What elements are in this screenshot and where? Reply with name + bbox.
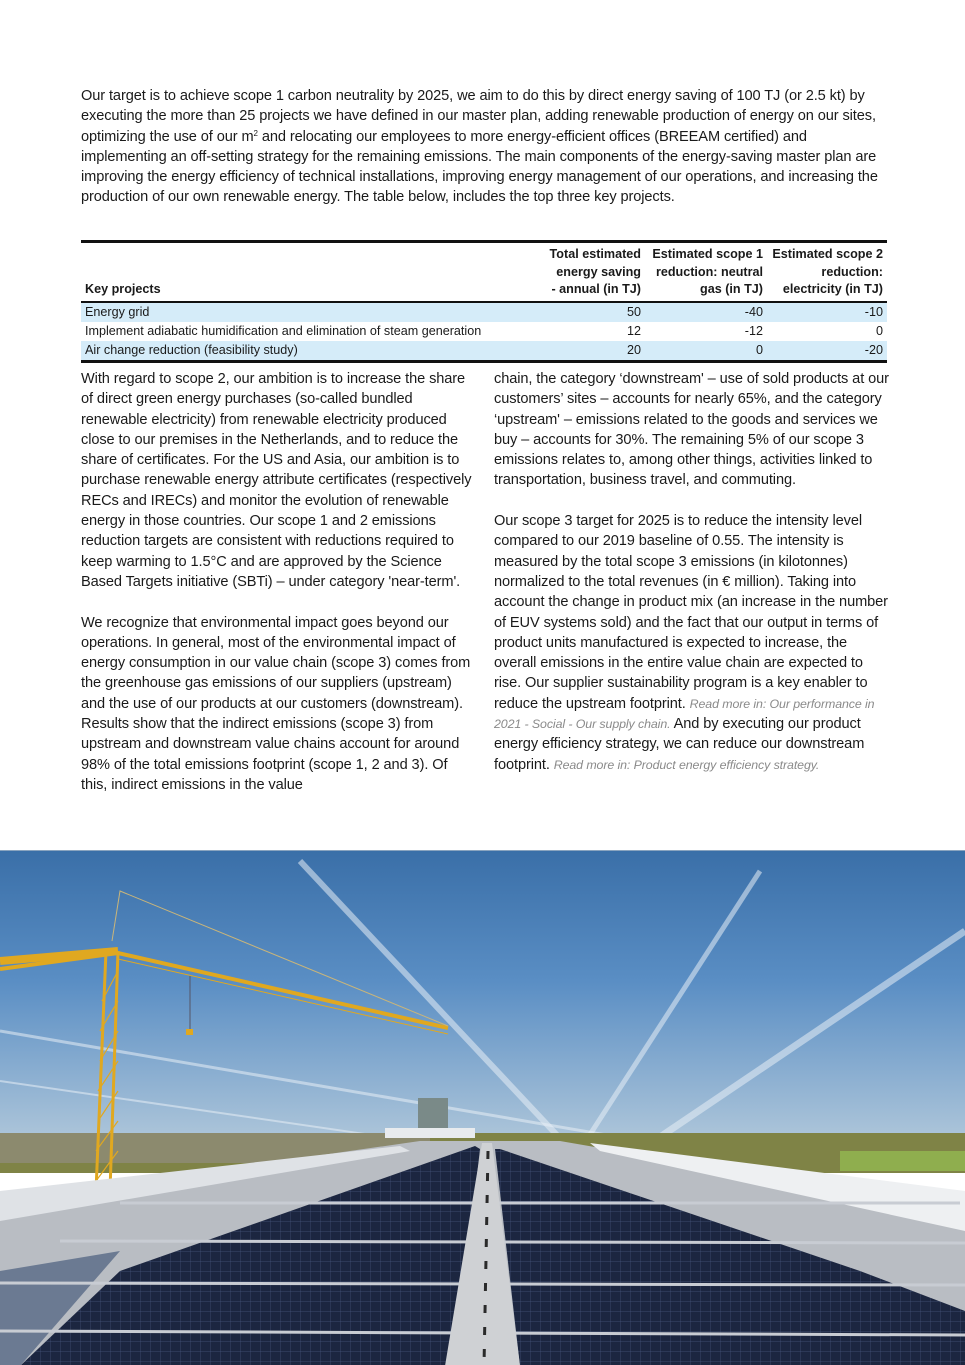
read-more-supply-chain-link[interactable]: Read more in: Our performance in 2021 - Social - Our supply chain. [494,696,875,732]
cell-scope1: 0 [645,341,767,362]
cell-saving: 12 [626,323,641,338]
value-chain-paragraph: chain, the category ‘downstream' – use of sold products at our customers’ sites – accounts for nearly 65%, and the category ‘upstream' – emissions related to the goods and services we buy – accounts for 30%. The remaining 5% of our scope 3 emissions relates to, among other things, activities linked to transportation, business travel, and commuting. [494,371,889,489]
intro-text: Our target is to achieve scope 1 carbon neutrality by 2025, we aim to do this by direct energy saving of 100 TJ (or 2.5 kt) by executing the more than 25 projects we have defined in our master plan, adding renewable production of energy on our sites, optimizing the use of our m [81,88,876,145]
solar-roof-photo [0,850,965,1365]
solar-panels-image [0,851,965,1365]
superscript: 2 [253,128,258,138]
intro-text-cont: and relocating our employees to more energy-efficient offices (BREEAM certified) and implementing an off-setting strategy for the remaining emissions. The main components of the energy-saving master plan are improving the energy efficiency of technical installations, improving energy management of our operations, and increasing the production of our own renewable energy. The table below, includes the top three key projects. [81,128,878,206]
cell-scope1: -40 [645,302,767,322]
scope2-paragraph: With regard to scope 2, our ambition is to increase the share of direct green energy purchases (so-called bundled renewable electricity) from renewable electricity produced close to our premises in the Netherlands, and to reduce the share of certificates. For the US and Asia, our ambition is to purchase renewable energy attribute certificates (respectively RECs and IRECs) and monitor the evolution of renewable energy in those countries. Our scope 1 and 2 emissions reduction targets are consistent with reductions required to keep warming to 1.5°C and are approved by the Science Based Targets initiative (SBTi) – under category 'near-term'. [81,371,472,590]
table-header-row [81,242,887,302]
table-row [81,302,887,322]
cell-project: Air change reduction (feasibility study) [81,341,545,362]
cell-saving: 20 [545,341,645,362]
header-scope1: Estimated scope 1 reduction: neutral gas (in TJ) [645,242,767,302]
cell-project: Implement adiabatic humidification and elimination of steam generation [85,323,482,338]
key-projects-table [81,240,887,363]
cell-scope2: 0 [875,323,883,338]
left-column [81,369,476,816]
target-text-cont: And by executing our product energy efficiency strategy, we can reduce our downstream footprint. [494,716,865,773]
header-energy-saving: Total estimated energy saving - annual (in TJ) [545,242,645,302]
cell-scope2: -20 [767,341,887,362]
header-scope2: Estimated scope 2 reduction: electricity (in TJ) [767,242,887,302]
scope3-intro-paragraph: We recognize that environmental impact goes beyond our operations. In general, most of the environmental impact of energy consumption in our value chain (scope 3) comes from the greenhouse gas emissions of our suppliers (upstream) and the use of our products at our customers (downstream). Results show that the indirect emissions (scope 3) from upstream and downstream value chains account for around 98% of the total emissions footprint (scope 1, 2 and 3). Of this, indirect emissions in the value [81,614,471,793]
read-more-energy-efficiency-link[interactable]: Read more in: Product energy efficiency strategy. [553,757,820,772]
table-row [81,341,887,362]
target-text: Our scope 3 target for 2025 is to reduce the intensity level compared to our 2019 baseline of 0.55. The intensity is measured by the total scope 3 emissions (in kilotonnes) normalized to the total revenues (in € million). Taking into account the change in product mix (an increase in the number of EUV systems sold) and the fact that our output in terms of product units manufactured is expected to increase, the overall emissions in the entire value chain are expected to rise. Our supplier sustainability program is a key enabler to reduce the upstream footprint. [494,513,888,712]
intro-paragraph [81,86,881,208]
cell-saving: 50 [545,302,645,322]
right-column [494,369,889,795]
header-key-projects: Key projects [81,242,545,302]
cell-project: Energy grid [81,302,545,322]
cell-scope1: -12 [744,323,763,338]
table-row [81,322,887,341]
scope3-target-paragraph [494,511,889,775]
cell-scope2: -10 [767,302,887,322]
